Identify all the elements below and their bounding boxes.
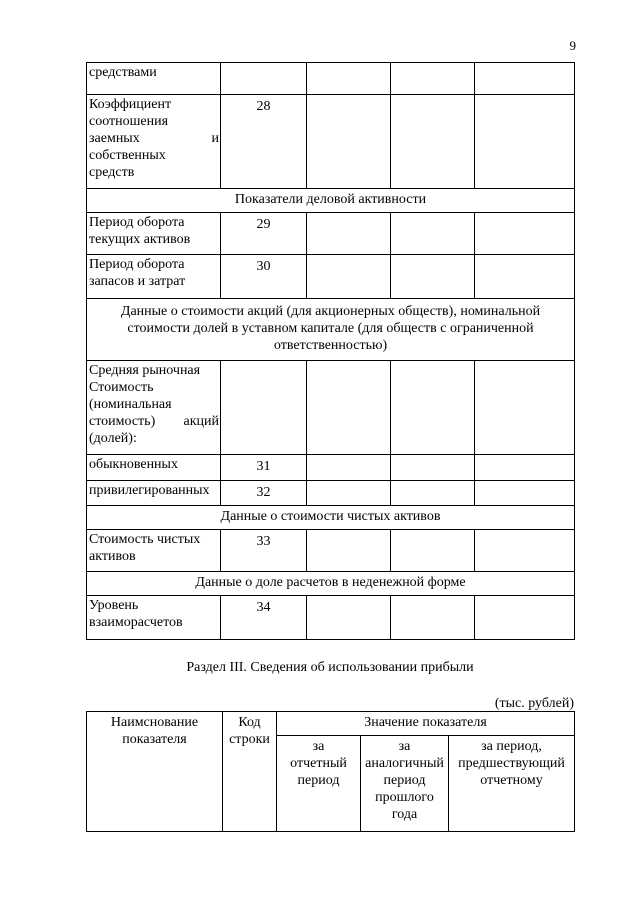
table-row [87,481,575,506]
page-number: 9 [569,38,576,53]
section-label: Данные о стоимости чистых активов [87,506,575,530]
table-row [87,255,575,299]
row-code [221,361,307,455]
table-row [87,95,575,189]
header-current-period: за отчетный период [277,736,361,832]
section-row [87,506,575,530]
header-code: Код строки [223,712,277,832]
row-code [221,63,307,95]
units-label: (тыс. рублей) [494,696,574,711]
section-label: Данные о доле расчетов в неденежной форме [87,572,575,596]
section-row [87,572,575,596]
table-row [87,361,575,455]
row-code: 28 [221,95,307,189]
row-name: привилегированных [87,481,221,506]
row-name: Коэффициент соотношения заемных и собственных средств [87,95,221,189]
row-code: 29 [221,213,307,255]
section-label: Показатели деловой активности [87,189,575,213]
profit-use-table [86,711,575,832]
row-code: 33 [221,530,307,572]
row-code: 30 [221,255,307,299]
table-row [87,455,575,481]
row-name: обыкновенных [87,455,221,481]
row-name: Средняя рыночная Стоимость (номинальная стоимость) акций (долей): [87,361,221,455]
header-value: Значение показателя [277,712,575,736]
row-name: средствами [87,63,221,95]
header-preceding-period: за период, предшествующий отчетному [449,736,575,832]
section-title: Раздел III. Сведения об использовании прибыли [186,660,474,675]
row-name: Период оборота текущих активов [87,213,221,255]
row-name: Стоимость чистых активов [87,530,221,572]
row-code: 34 [221,596,307,640]
table-row [87,213,575,255]
section-row [87,189,575,213]
row-name: Период оборота запасов и затрат [87,255,221,299]
row-code: 32 [221,481,307,506]
row-name: Уровень взаиморасчетов [87,596,221,640]
section-row [87,299,575,361]
header-prior-year-period: за аналогичный период прошлого года [361,736,449,832]
indicators-table [86,62,575,640]
table-row [87,596,575,640]
row-code: 31 [221,455,307,481]
section-label: Данные о стоимости акций (для акционерных обществ), номинальной стоимости долей в уставном капитале (для обществ с ограниченной ответственностью) [87,299,575,361]
header-name: Наимснование показателя [87,712,223,832]
table-row [87,530,575,572]
table-row [87,63,575,95]
